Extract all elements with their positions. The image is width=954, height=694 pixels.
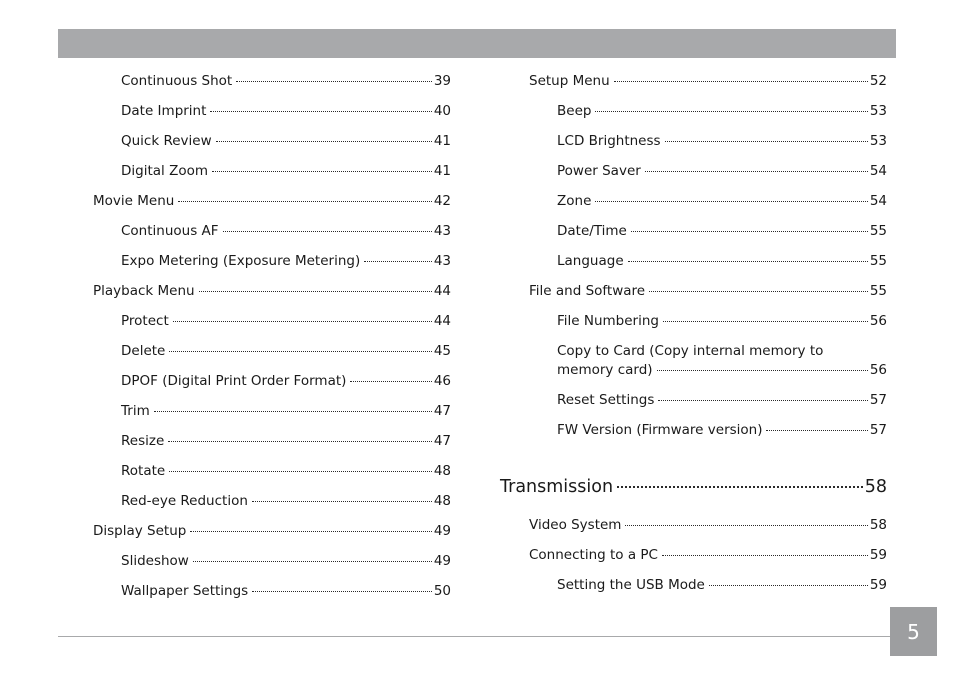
toc-entry[interactable]: [121, 402, 451, 421]
toc-entry-page: 56: [869, 313, 887, 329]
toc-entry-page: 56: [869, 362, 887, 378]
dot-leader: [645, 170, 868, 172]
dot-leader: [193, 560, 432, 562]
page-number-box: [890, 607, 937, 656]
toc-entry[interactable]: [529, 72, 887, 91]
toc-entry-label: Expo Metering (Exposure Metering): [121, 253, 361, 269]
toc-entry-page: 54: [869, 193, 887, 209]
toc-entry-page: 40: [433, 103, 451, 119]
header-bar: [58, 29, 896, 58]
toc-section-label: Transmission: [500, 477, 614, 497]
toc-entry-label: Setup Menu: [529, 73, 610, 89]
toc-entry[interactable]: [557, 252, 887, 271]
toc-entry[interactable]: [121, 342, 451, 361]
toc-entry-label: Power Saver: [557, 163, 641, 179]
toc-section-page: 58: [864, 477, 887, 497]
toc-entry[interactable]: [557, 162, 887, 181]
dot-leader: [625, 524, 867, 526]
dot-leader: [663, 320, 868, 322]
toc-entry-label: File Numbering: [557, 313, 659, 329]
dot-leader: [364, 260, 432, 262]
toc-entry-page: 55: [869, 283, 887, 299]
toc-entry-page: 43: [433, 253, 451, 269]
toc-entry-label: Playback Menu: [93, 283, 195, 299]
toc-section-transmission[interactable]: [500, 478, 887, 497]
toc-entry-page: 47: [433, 433, 451, 449]
toc-entry[interactable]: [93, 522, 451, 541]
dot-leader: [173, 320, 432, 322]
toc-entry-page: 48: [433, 463, 451, 479]
toc-entry[interactable]: [121, 162, 451, 181]
toc-entry-label: Date/Time: [557, 223, 627, 239]
toc-entry-label: Reset Settings: [557, 392, 655, 408]
toc-entry[interactable]: [557, 132, 887, 151]
dot-leader: [223, 230, 432, 232]
toc-entry-label: Continuous AF: [121, 223, 219, 239]
toc-entry-label: Protect: [121, 313, 169, 329]
toc-entry-label: Quick Review: [121, 133, 212, 149]
dot-leader: [216, 140, 432, 142]
toc-entry-page: 55: [869, 253, 887, 269]
dot-leader: [658, 399, 867, 401]
toc-entry-label: FW Version (Firmware version): [557, 422, 763, 438]
dot-leader: [662, 554, 868, 556]
dot-leader: [199, 290, 432, 292]
dot-leader: [169, 470, 432, 472]
dot-leader: [766, 429, 867, 431]
toc-entry-label: Zone: [557, 193, 592, 209]
toc-entry-label: Date Imprint: [121, 103, 207, 119]
dot-leader: [168, 440, 432, 442]
toc-entry-page: 54: [869, 163, 887, 179]
toc-entry-label: Resize: [121, 433, 165, 449]
toc-entry[interactable]: [93, 192, 451, 211]
dot-leader: [350, 380, 431, 382]
toc-entry-page: 44: [433, 313, 451, 329]
dot-leader: [665, 140, 868, 142]
toc-entry-label: Language: [557, 253, 624, 269]
toc-entry-page: 50: [433, 583, 451, 599]
toc-entry-label: Display Setup: [93, 523, 187, 539]
toc-entry-page: 43: [433, 223, 451, 239]
toc-entry-label-line2: memory card): [557, 362, 653, 378]
dot-leader: [631, 230, 868, 232]
toc-entry-label: Trim: [121, 403, 150, 419]
dot-leader: [617, 485, 863, 488]
dot-leader: [628, 260, 868, 262]
toc-entry[interactable]: [121, 222, 451, 241]
toc-entry-page: 52: [869, 73, 887, 89]
dot-leader: [595, 200, 867, 202]
toc-entry-page: 57: [869, 422, 887, 438]
toc-entry-page: 49: [433, 523, 451, 539]
toc-entry[interactable]: [557, 192, 887, 211]
toc-entry-label: Connecting to a PC: [529, 547, 658, 563]
toc-entry-page: 53: [869, 133, 887, 149]
toc-entry-label: Movie Menu: [93, 193, 175, 209]
toc-entry-label: File and Software: [529, 283, 646, 299]
dot-leader: [252, 590, 432, 592]
toc-entry-page: 59: [869, 577, 887, 593]
toc-entry-label: LCD Brightness: [557, 133, 661, 149]
toc-entry-label: Red-eye Reduction: [121, 493, 248, 509]
dot-leader: [709, 584, 868, 586]
toc-entry[interactable]: [121, 72, 451, 91]
toc-entry-page: 58: [869, 517, 887, 533]
toc-entry-label-line1: Copy to Card (Copy internal memory to: [557, 343, 824, 359]
dot-leader: [190, 530, 431, 532]
toc-entry[interactable]: [557, 421, 887, 440]
toc-entry[interactable]: [557, 222, 887, 241]
toc-entry-multiline[interactable]: [557, 342, 887, 380]
toc-entry[interactable]: [121, 312, 451, 331]
dot-leader: [210, 110, 431, 112]
toc-entry-label: Continuous Shot: [121, 73, 233, 89]
toc-entry[interactable]: [121, 552, 451, 571]
toc-entry[interactable]: [93, 282, 451, 301]
dot-leader: [178, 200, 432, 202]
dot-leader: [657, 369, 868, 371]
toc-entry-page: 49: [433, 553, 451, 569]
toc-entry[interactable]: [121, 582, 451, 601]
toc-entry[interactable]: [121, 132, 451, 151]
toc-entry-page: 44: [433, 283, 451, 299]
page-number: 5: [907, 619, 920, 644]
toc-entry-label: Beep: [557, 103, 592, 119]
dot-leader: [236, 80, 432, 82]
dot-leader: [649, 290, 868, 292]
toc-entry[interactable]: [557, 312, 887, 331]
toc-entry-label: Wallpaper Settings: [121, 583, 249, 599]
dot-leader: [614, 80, 868, 82]
footer-rule: [58, 636, 890, 637]
toc-entry[interactable]: [121, 102, 451, 121]
toc-entry[interactable]: [121, 372, 451, 391]
toc-entry-page: 39: [433, 73, 451, 89]
dot-leader: [154, 410, 432, 412]
toc-entry[interactable]: [557, 576, 887, 595]
toc-entry-label: Video System: [529, 517, 622, 533]
toc-entry[interactable]: [529, 546, 887, 565]
toc-entry-label: Slideshow: [121, 553, 189, 569]
toc-entry[interactable]: [557, 391, 887, 410]
toc-entry[interactable]: [121, 252, 451, 271]
toc-entry[interactable]: [529, 516, 887, 535]
toc-entry-page: 47: [433, 403, 451, 419]
toc-entry-label: Delete: [121, 343, 166, 359]
toc-entry[interactable]: [121, 462, 451, 481]
toc-entry-label: Digital Zoom: [121, 163, 208, 179]
toc-entry-page: 59: [869, 547, 887, 563]
toc-entry[interactable]: [121, 492, 451, 511]
toc-entry-page: 41: [433, 163, 451, 179]
toc-entry-page: 42: [433, 193, 451, 209]
toc-entry-page: 45: [433, 343, 451, 359]
toc-entry-page: 46: [433, 373, 451, 389]
toc-entry-label: Rotate: [121, 463, 166, 479]
toc-entry[interactable]: [121, 432, 451, 451]
toc-entry-label: Setting the USB Mode: [557, 577, 705, 593]
toc-entry-label: DPOF (Digital Print Order Format): [121, 373, 347, 389]
toc-entry[interactable]: [557, 102, 887, 121]
toc-entry-page: 57: [869, 392, 887, 408]
dot-leader: [595, 110, 867, 112]
dot-leader: [169, 350, 431, 352]
toc-entry-page: 41: [433, 133, 451, 149]
toc-entry-page: 53: [869, 103, 887, 119]
dot-leader: [252, 500, 432, 502]
toc-entry-page: 48: [433, 493, 451, 509]
dot-leader: [212, 170, 432, 172]
toc-entry-page: 55: [869, 223, 887, 239]
toc-entry[interactable]: [529, 282, 887, 301]
